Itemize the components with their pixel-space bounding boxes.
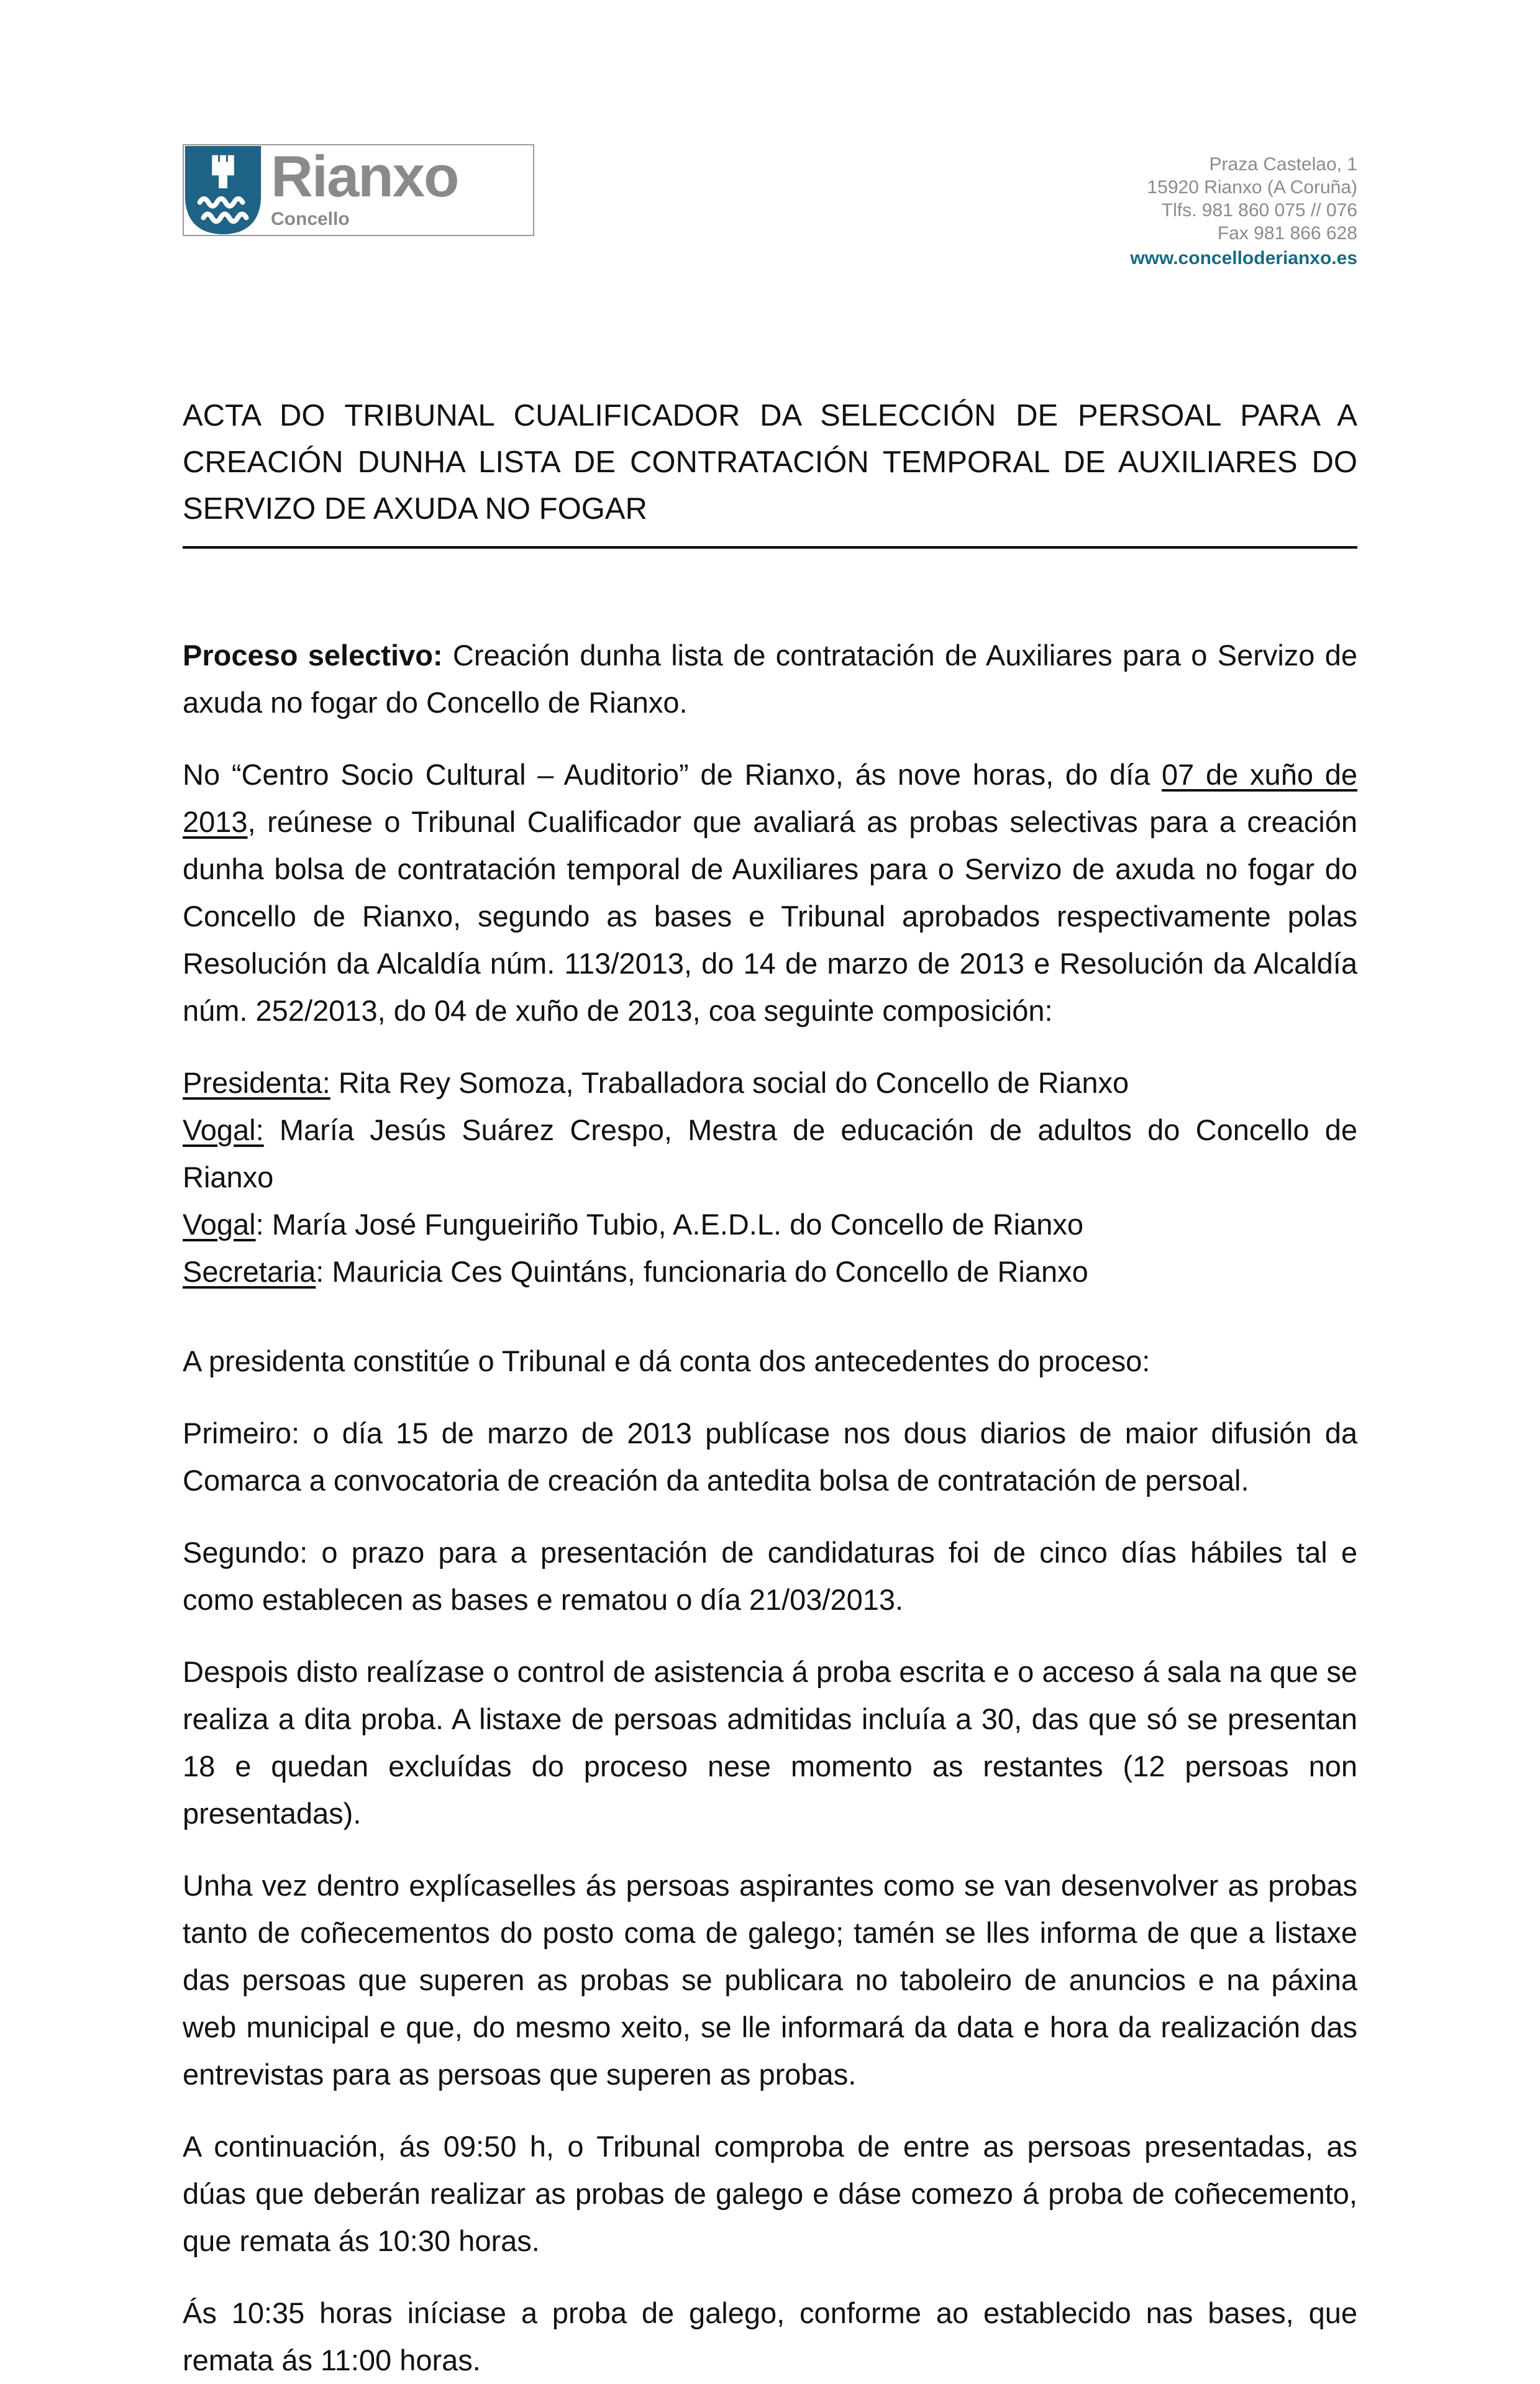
tribunal-member-text: Rita Rey Somoza, Traballadora social do Concello de Rianxo — [330, 1066, 1129, 1099]
meeting-date-underlined: 07 de xuño de 2013 — [183, 758, 1357, 838]
tribunal-role: Presidenta: — [183, 1066, 330, 1099]
meeting-text-before: No “Centro Socio Cultural – Auditorio” de Rianxo, ás nove horas, do día — [183, 758, 1162, 791]
intro-paragraph — [183, 632, 1357, 726]
address-line: Praza Castelao, 1 — [1209, 154, 1357, 175]
intro-label: Proceso selectivo: — [183, 639, 443, 672]
body-paragraph: Segundo: o prazo para a presentación de candidaturas foi de cinco días hábiles tal e como establecen as bases e rematou o día 21/03/2013. — [183, 1536, 1357, 1616]
meeting-paragraph — [183, 751, 1357, 1034]
website-link[interactable]: www.concelloderianxo.es — [1130, 248, 1357, 268]
contact-info — [1130, 153, 1357, 270]
tribunal-member-text: : Mauricia Ces Quintáns, funcionaria do Concello de Rianxo — [316, 1255, 1088, 1288]
concello-rianxo-logo — [183, 144, 534, 236]
tribunal-member-row — [183, 1107, 1357, 1201]
tribunal-member-row — [183, 1201, 1357, 1248]
rianxo-shield-icon — [184, 145, 262, 235]
page-header — [183, 144, 1357, 270]
tribunal-member-text: : María José Fungueiriño Tubio, A.E.D.L. do Concello de Rianxo — [255, 1208, 1084, 1241]
tribunal-member-row — [183, 1059, 1357, 1107]
tribunal-member-text: María Jesús Suárez Crespo, Mestra de educación de adultos do Concello de Rianxo — [183, 1113, 1357, 1194]
address-line: 15920 Rianxo (A Coruña) — [1147, 177, 1357, 198]
body-paragraph: Despois disto realízase o control de asistencia á proba escrita e o acceso á sala na que se realiza a dita proba. A listaxe de persoas admitidas incluía a 30, das que só se presentan 18 e quedan excluídas do proceso nese momento as restantes (12 persoas non presentadas). — [183, 1655, 1357, 1830]
tribunal-member-row — [183, 1248, 1357, 1295]
logo-subtitle: Concello — [271, 209, 350, 229]
tribunal-list — [183, 1059, 1357, 1295]
logo-wordmark: Rianxo — [271, 144, 458, 209]
body-paragraph: Ás 10:35 horas iníciase a proba de galego, conforme ao establecido nas bases, que remata ás 11:00 horas. — [183, 2296, 1357, 2377]
body-paragraph: A presidenta constitúe o Tribunal e dá conta dos antecedentes do proceso: — [183, 1345, 1150, 1377]
body-paragraph: Primeiro: o día 15 de marzo de 2013 publícase nos dous diarios de maior difusión da Comarca a convocatoria de creación da antedita bolsa de contratación de persoal. — [183, 1417, 1357, 1497]
title-rule — [183, 546, 1357, 549]
tribunal-role: Vogal: — [183, 1113, 264, 1146]
body-paragraph: Unha vez dentro explícaselles ás persoas aspirantes como se van desenvolver as probas tanto de coñecementos do posto coma de galego; tamén se lles informa de que a listaxe das persoas que superen as probas se publicara no taboleiro de anuncios e na páxina web municipal e que, do mesmo xeito, se lle informará da data e hora da realización das entrevistas para as persoas que superen as probas. — [183, 1869, 1357, 2091]
body-paragraph: A continuación, ás 09:50 h, o Tribunal comproba de entre as persoas presentadas, as dúas que deberán realizar as probas de galego e dáse comezo á proba de coñecemento, que remata ás 10:30 horas. — [183, 2130, 1357, 2257]
tribunal-role: Secretaria — [183, 1255, 316, 1288]
address-line: Tlfs. 981 860 075 // 076 — [1161, 200, 1357, 221]
address-line: Fax 981 866 628 — [1217, 223, 1357, 244]
tribunal-role: Vogal — [183, 1208, 256, 1241]
intro-text: Creación dunha lista de contratación de Auxiliares para o Servizo de axuda no fogar do Concello de Rianxo. — [183, 639, 1358, 719]
document-title: ACTA DO TRIBUNAL CUALIFICADOR DA SELECCIÓN DE PERSOAL PARA A CREACIÓN DUNHA LISTA DE CONTRATACIÓN TEMPORAL DE AUXILIARES DO SERVIZO DE AXUDA NO FOGAR — [183, 399, 1357, 526]
logo-text-block — [271, 145, 458, 230]
meeting-text-after: , reúnese o Tribunal Cualificador que avaliará as probas selectivas para a creación dunha bolsa de contratación temporal de Auxiliares para o Servizo de axuda no fogar do Concello de Rianxo, segundo as bases e Tribunal aprobados respectivamente polas Resolución da Alcaldía núm. 113/2013, do 14 de marzo de 2013 e Resolución da Alcaldía núm. 252/2013, do 04 de xuño de 2013, coa seguinte composición: — [183, 805, 1357, 1027]
